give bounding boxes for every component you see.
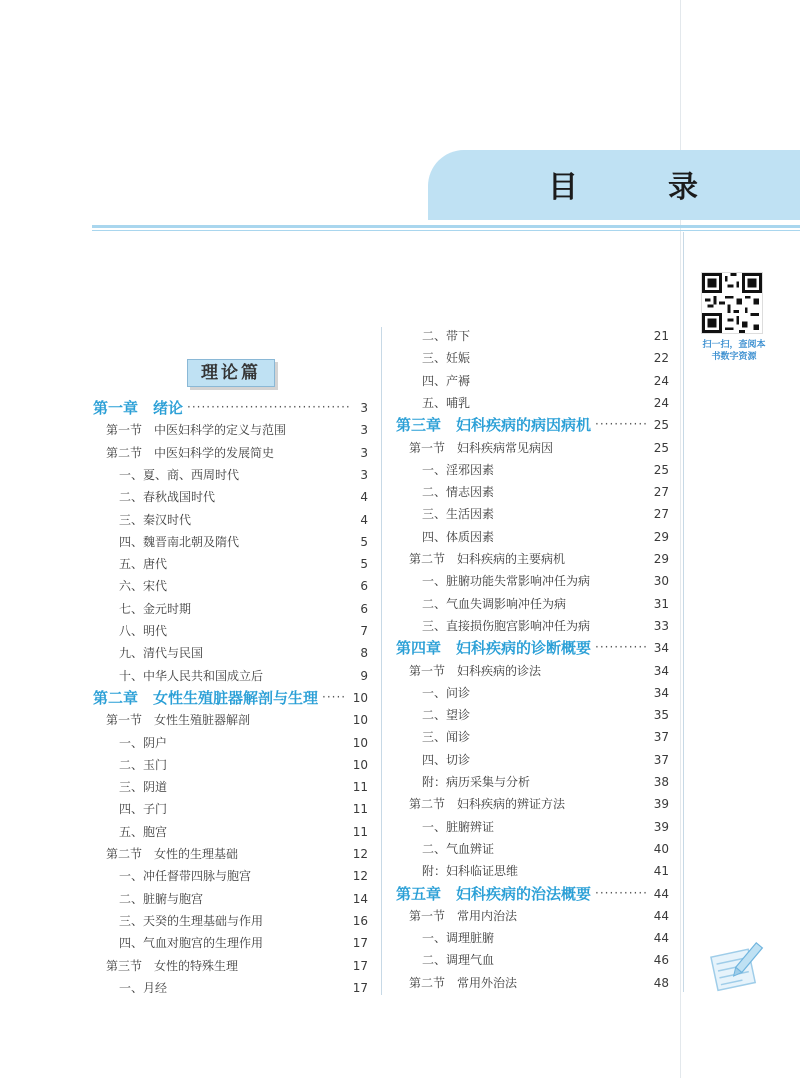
toc-page-number: 10 — [352, 713, 368, 728]
toc-section[interactable] — [106, 956, 368, 976]
toc-page-number: 31 — [653, 596, 669, 611]
toc-page-number: 35 — [653, 708, 669, 723]
toc-entry-title: 二、气血辨证 — [422, 841, 495, 856]
toc-item[interactable] — [119, 755, 368, 775]
toc-item[interactable] — [422, 504, 669, 524]
toc-entry-title: 附：病历采集与分析 — [422, 775, 531, 789]
toc-entry-title: 一、淫邪因素 — [422, 462, 495, 477]
toc-section[interactable] — [409, 438, 669, 458]
toc-page-number: 27 — [653, 507, 669, 522]
toc-section[interactable] — [409, 661, 669, 681]
toc-entry-title: 第一节 中医妇科学的定义与范围 — [106, 423, 287, 438]
toc-item[interactable] — [119, 643, 368, 663]
toc-item[interactable] — [422, 750, 669, 770]
toc-page-number: 37 — [653, 730, 669, 745]
toc-page-number: 8 — [360, 646, 368, 661]
toc-item[interactable] — [119, 866, 368, 886]
toc-item[interactable] — [119, 978, 368, 998]
toc-entry-title: 附：妇科临证思维 — [422, 864, 519, 879]
toc-page-number: 29 — [653, 529, 669, 544]
toc-page-number: 11 — [352, 802, 368, 817]
toc-page-number: 16 — [352, 913, 368, 928]
toc-item[interactable] — [422, 817, 669, 837]
qr-code-icon[interactable] — [701, 272, 763, 334]
toc-page-number: 14 — [352, 891, 368, 906]
toc-page-number: 34 — [653, 663, 669, 678]
toc-item[interactable] — [119, 510, 368, 530]
toc-entry-title: 四、切诊 — [422, 752, 471, 767]
right-margin-line — [683, 232, 684, 992]
toc-entry-title: 第二节 妇科疾病的辨证方法 — [409, 797, 566, 812]
toc-entry-title: 第三章 妇科疾病的病因病机 — [396, 416, 592, 435]
toc-entry-title: 二、带下 — [422, 329, 471, 343]
toc-item[interactable] — [119, 554, 368, 574]
toc-entry-title: 一、脏腑辨证 — [422, 819, 495, 834]
toc-section[interactable] — [409, 973, 669, 993]
toc-entry-title: 第二节 常用外治法 — [409, 975, 518, 990]
toc-page-number: 48 — [653, 975, 669, 990]
toc-entry-title: 一、阴户 — [119, 735, 168, 750]
toc-entry-title: 二、脏腑与胞宫 — [119, 891, 204, 906]
toc-section[interactable] — [409, 549, 669, 569]
toc-chapter[interactable] — [396, 638, 669, 658]
toc-item[interactable] — [422, 393, 669, 413]
toc-page-number: 21 — [653, 329, 669, 343]
toc-page-number: 5 — [360, 534, 368, 549]
title-banner — [428, 150, 800, 220]
toc-chapter[interactable] — [396, 884, 669, 904]
page-title: 目 录 — [548, 170, 728, 205]
column-divider — [381, 327, 382, 995]
toc-entry-title: 二、气血失调影响冲任为病 — [422, 596, 567, 611]
toc-page-number: 40 — [653, 841, 669, 856]
toc-item[interactable] — [422, 326, 669, 346]
toc-entry-title: 一、月经 — [119, 980, 168, 995]
toc-entry-title: 四、气血对胞宫的生理作用 — [119, 936, 264, 951]
toc-entry-title: 三、阴道 — [119, 780, 168, 795]
toc-page-number: 24 — [653, 373, 669, 388]
toc-page-number: 34 — [653, 685, 669, 700]
toc-page-number: 11 — [352, 824, 368, 839]
toc-entry-title: 五、唐代 — [119, 557, 168, 572]
toc-entry-title: 五、胞宫 — [119, 824, 168, 839]
toc-entry-title: 四、体质因素 — [422, 529, 495, 544]
toc-item[interactable] — [422, 683, 669, 703]
toc-entry-title: 第一章 绪论 — [93, 399, 184, 417]
toc-page-number: 38 — [653, 775, 669, 789]
toc-page-number: 24 — [653, 395, 669, 410]
toc-page-number: 34 — [653, 641, 669, 656]
toc-item[interactable] — [119, 733, 368, 753]
toc-page-number: 41 — [653, 864, 669, 879]
toc-entry-title: 第二节 妇科疾病的主要病机 — [409, 552, 566, 566]
toc-entry-title: 一、冲任督带四脉与胞宫 — [119, 869, 252, 884]
toc-entry-title: 第一节 女性生殖脏器解剖 — [106, 713, 251, 728]
toc-entry-title: 第一节 妇科疾病的诊法 — [409, 663, 542, 678]
toc-entry-title: 二、春秋战国时代 — [119, 490, 216, 505]
toc-page-number: 10 — [352, 735, 368, 750]
header-rule-thin — [92, 230, 800, 231]
toc-entry-title: 三、天癸的生理基础与作用 — [119, 913, 264, 928]
toc-page-number: 4 — [360, 490, 368, 505]
toc-item[interactable] — [119, 889, 368, 909]
toc-item[interactable] — [119, 799, 368, 819]
toc-item[interactable] — [119, 576, 368, 596]
toc-page-number: 33 — [653, 618, 669, 633]
toc-entry-title: 五、哺乳 — [422, 395, 471, 410]
toc-item[interactable] — [119, 822, 368, 842]
toc-leader-dots: ····· — [322, 689, 347, 704]
toc-item[interactable] — [422, 527, 669, 547]
toc-entry-title: 第五章 妇科疾病的治法概要 — [396, 884, 592, 903]
toc-item[interactable] — [119, 621, 368, 641]
toc-item[interactable] — [119, 465, 368, 485]
toc-page-number: 44 — [653, 931, 669, 946]
toc-leader-dots: ··········· — [595, 640, 648, 655]
toc-entry-title: 八、明代 — [119, 624, 168, 638]
header-rule-thick — [92, 225, 800, 228]
toc-page-number: 10 — [352, 690, 368, 705]
toc-page-number: 44 — [653, 908, 669, 923]
toc-section[interactable] — [106, 420, 368, 440]
toc-item[interactable] — [119, 777, 368, 797]
toc-page-number: 3 — [360, 445, 368, 460]
toc-page-number: 46 — [653, 953, 669, 968]
toc-entry-title: 二、望诊 — [422, 708, 471, 723]
toc-item[interactable] — [119, 532, 368, 552]
toc-page-number: 3 — [360, 401, 368, 415]
toc-item[interactable] — [422, 571, 669, 591]
toc-page-number: 37 — [653, 752, 669, 767]
toc-page-number: 17 — [352, 958, 368, 973]
toc-item[interactable] — [119, 599, 368, 619]
toc-item[interactable] — [422, 460, 669, 480]
toc-page-number: 29 — [653, 552, 669, 566]
toc-entry-title: 三、生活因素 — [422, 507, 495, 522]
toc-page-number: 30 — [653, 574, 669, 589]
toc-section[interactable] — [409, 906, 669, 926]
toc-page-number: 25 — [653, 418, 669, 433]
toc-section[interactable] — [106, 710, 368, 730]
toc-chapter[interactable] — [396, 415, 669, 435]
toc-page-number: 25 — [653, 462, 669, 477]
toc-item[interactable] — [422, 772, 669, 792]
toc-page-number: 9 — [360, 668, 368, 683]
toc-entry-title: 第二节 中医妇科学的发展简史 — [106, 445, 275, 460]
toc-page-number: 44 — [653, 886, 669, 901]
toc-item[interactable] — [119, 933, 368, 953]
toc-entry-title: 第一节 妇科疾病常见病因 — [409, 440, 554, 455]
toc-page-number: 17 — [352, 980, 368, 995]
toc-item[interactable] — [422, 705, 669, 725]
toc-entry-title: 第一节 常用内治法 — [409, 908, 518, 923]
toc-item[interactable] — [422, 348, 669, 368]
toc-entry-title: 第二节 女性的生理基础 — [106, 847, 239, 861]
toc-item[interactable] — [422, 616, 669, 636]
toc-entry-title: 四、魏晋南北朝及隋代 — [119, 534, 240, 549]
toc-page-number: 22 — [653, 351, 669, 366]
toc-page-number: 5 — [360, 557, 368, 572]
toc-entry-title: 二、玉门 — [119, 757, 168, 772]
toc-item[interactable] — [422, 861, 669, 881]
toc-page-number: 11 — [352, 780, 368, 795]
toc-entry-title: 二、调理气血 — [422, 953, 495, 968]
toc-section[interactable] — [409, 794, 669, 814]
toc-page-number: 4 — [360, 512, 368, 527]
toc-entry-title: 一、问诊 — [422, 685, 471, 700]
toc-leader-dots: ·································· — [187, 400, 351, 414]
toc-entry-title: 三、妊娠 — [422, 351, 471, 366]
toc-item[interactable] — [422, 482, 669, 502]
toc-page-number: 3 — [360, 467, 368, 482]
toc-page-number: 7 — [360, 624, 368, 638]
toc-chapter[interactable] — [93, 398, 368, 418]
toc-page-number: 12 — [352, 869, 368, 884]
toc-entry-title: 第二章 女性生殖脏器解剖与生理 — [93, 688, 319, 707]
toc-entry-title: 一、调理脏腑 — [422, 931, 495, 946]
toc-page-number: 27 — [653, 485, 669, 500]
toc-entry-title: 七、金元时期 — [119, 601, 192, 616]
toc-page-number: 6 — [360, 579, 368, 594]
toc-item[interactable] — [119, 487, 368, 507]
toc-item[interactable] — [422, 928, 669, 948]
toc-page-number: 25 — [653, 440, 669, 455]
toc-page-number: 12 — [352, 847, 368, 861]
toc-entry-title: 十、中华人民共和国成立后 — [119, 668, 264, 683]
toc-entry-title: 第四章 妇科疾病的诊断概要 — [396, 639, 592, 658]
toc-chapter[interactable] — [93, 688, 368, 708]
qr-caption — [694, 339, 774, 363]
toc-entry-title: 九、清代与民国 — [119, 646, 204, 661]
toc-leader-dots: ··········· — [595, 885, 648, 900]
toc-entry-title: 四、子门 — [119, 802, 168, 817]
part-label: 理论篇 — [187, 359, 275, 387]
toc-section[interactable] — [106, 844, 368, 864]
toc-entry-title: 三、秦汉时代 — [119, 512, 192, 527]
toc-page-number: 3 — [360, 423, 368, 438]
toc-page-number: 10 — [352, 757, 368, 772]
toc-entry-title: 二、情志因素 — [422, 485, 495, 500]
qr-caption-line1: 扫一扫，查阅本 — [702, 340, 766, 350]
toc-item[interactable] — [119, 911, 368, 931]
toc-entry-title: 三、直接损伤胞宫影响冲任为病 — [422, 618, 591, 633]
toc-page-number: 17 — [352, 936, 368, 951]
toc-entry-title: 六、宋代 — [119, 579, 168, 594]
toc-entry-title: 四、产褥 — [422, 373, 471, 388]
toc-page-number: 39 — [653, 797, 669, 812]
toc-item[interactable] — [422, 594, 669, 614]
toc-entry-title: 一、夏、商、西周时代 — [119, 467, 240, 482]
toc-item[interactable] — [422, 950, 669, 970]
toc-page-number: 6 — [360, 601, 368, 616]
toc-leader-dots: ··········· — [595, 417, 648, 432]
toc-item[interactable] — [119, 666, 368, 686]
toc-entry-title: 第三节 女性的特殊生理 — [106, 958, 239, 973]
qr-caption-line2: 书数字资源 — [711, 352, 757, 362]
toc-item[interactable] — [422, 727, 669, 747]
notebook-pencil-icon — [708, 940, 766, 998]
toc-section[interactable] — [106, 443, 368, 463]
toc-item[interactable] — [422, 371, 669, 391]
toc-entry-title: 一、脏腑功能失常影响冲任为病 — [422, 574, 591, 589]
toc-page-number: 39 — [653, 819, 669, 834]
toc-entry-title: 三、闻诊 — [422, 730, 471, 745]
toc-item[interactable] — [422, 839, 669, 859]
